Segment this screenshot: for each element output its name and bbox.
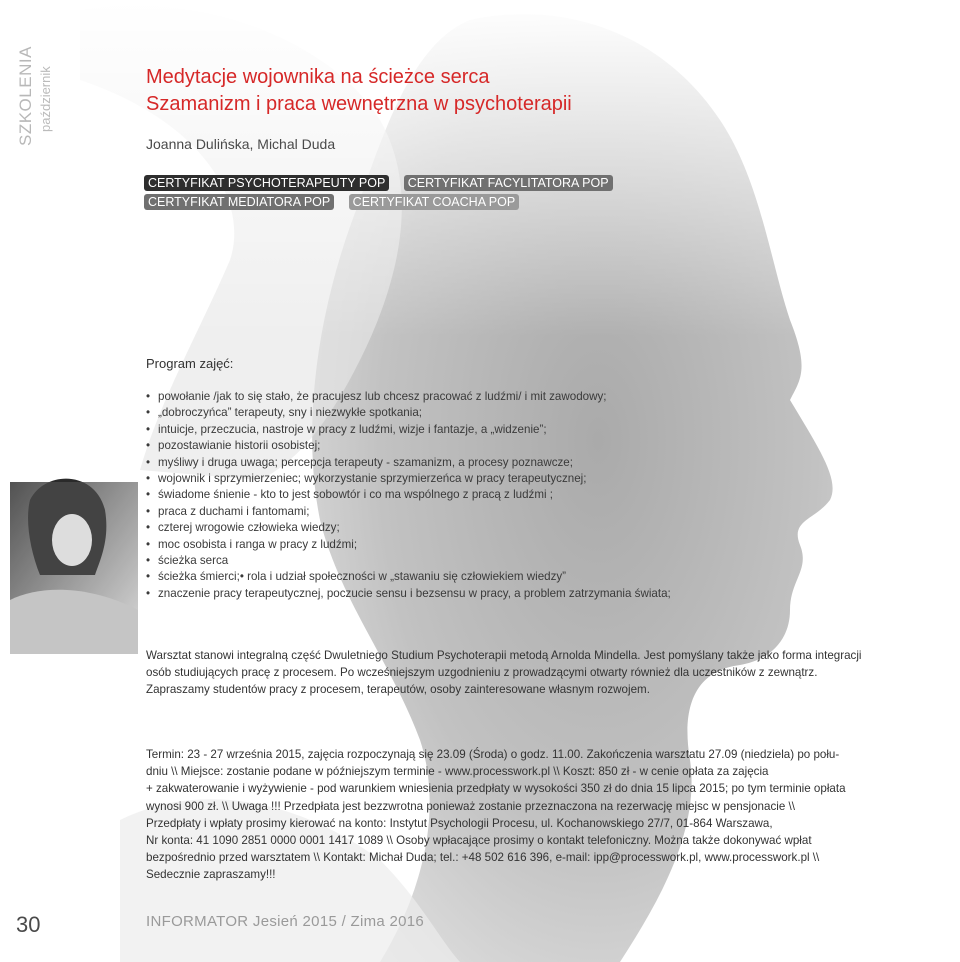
terms-line: Nr konta: 41 1090 2851 0000 0001 1417 1089 \\ Osoby wpłacające prosimy o kontakt telefoniczny. Można także dokonywać wpłat: [146, 834, 812, 848]
terms-line: bezpośrednio przed warsztatem \\ Kontakt: Michał Duda; tel.: +48 502 616 396, e-mail: ipp@processwork.pl, www.processwork.pl \\: [146, 851, 820, 865]
list-item: [146, 438, 766, 454]
list-item: [146, 455, 766, 471]
badge-coacha: CERTYFIKAT COACHA POP: [349, 194, 520, 210]
description-line: Warsztat stanowi integralną część Dwuletniego Studium Psychoterapii metodą Arnolda Mindella. Jest pomyślany także jako forma integracji: [146, 649, 862, 662]
program-heading: Program zajęć:: [146, 356, 234, 371]
list-item: [146, 471, 766, 487]
list-item-text: wojownik i sprzymierzeniec; wykorzystanie sprzymierzeńca w pracy terapeutycznej;: [158, 472, 587, 486]
bullet: •: [146, 570, 151, 584]
list-item-text: intuicje, przeczucia, nastroje w pracy z ludźmi, wizje i fantazje, a „widzenie”;: [158, 422, 547, 436]
terms-line: dniu \\ Miejsce: zostanie podane w późniejszym terminie - www.processwork.pl \\ Koszt: 850 zł - w cenie opłata za zajęcia: [146, 765, 769, 779]
list-item-text: pozostawianie historii osobistej;: [158, 439, 321, 453]
section-label: SZKOLENIA: [16, 46, 35, 146]
bullet: •: [146, 439, 151, 453]
description-line: osób studiujących pracę z procesem. Po wcześniejszym uzgodnieniu z prowadzącymi otwarty również dla uczestników z zewnątrz.: [146, 666, 818, 679]
badge-mediatora: CERTYFIKAT MEDIATORA POP: [144, 194, 334, 210]
terms-line: Przedpłaty i wpłaty prosimy kierować na konto: Instytut Psychologii Procesu, ul. Kochanowskiego 27/7, 01-864 Warszawa,: [146, 816, 773, 830]
side-section-tab: [14, 46, 54, 160]
certificate-badges: [144, 174, 644, 212]
bullet: •: [146, 504, 151, 518]
terms-details: [146, 746, 916, 884]
terms-line: Termin: 23 - 27 września 2015, zajęcia rozpoczynają się 23.09 (Środa) o godz. 11.00. Zakończenia warsztatu 27.09 (niedziela) po połu-: [146, 748, 840, 761]
workshop-description: [146, 647, 916, 698]
authors: Joanna Dulińska, Michal Duda: [146, 136, 336, 152]
bullet: •: [146, 521, 151, 535]
list-item: [146, 553, 766, 569]
portrait-photo: [10, 479, 138, 654]
program-list: [146, 389, 766, 602]
list-item-text: świadome śnienie - kto to jest sobowtór i co ma wspólnego z pracą z ludźmi ;: [158, 488, 554, 502]
bullet: •: [146, 422, 151, 436]
list-item-text: myśliwy i druga uwaga; percepcja terapeuty - szamanizm, a procesy poznawcze;: [158, 455, 573, 469]
terms-line: + zakwaterowanie i wyżywienie - pod warunkiem wniesienia przedpłaty w wysokości 350 zł do dnia 15 lipca 2015; po tym terminie opłata: [146, 782, 846, 796]
bullet: •: [146, 537, 151, 551]
list-item-text: „dobroczyńca” terapeuty, sny i niezwykłe spotkania;: [158, 406, 422, 420]
bullet: •: [146, 406, 151, 420]
list-item: [146, 537, 766, 553]
bullet: •: [146, 488, 151, 502]
list-item-text: czterej wrogowie człowieka wiedzy;: [158, 521, 340, 535]
list-item: [146, 422, 766, 438]
description-line: Zapraszamy studentów pracy z procesem, terapeutów, osoby zainteresowane własnym rozwojem.: [146, 683, 650, 696]
list-item: [146, 520, 766, 536]
bullet: •: [146, 554, 151, 568]
list-item-text: ścieżka serca: [158, 554, 229, 568]
badge-psychoterapeuty: CERTYFIKAT PSYCHOTERAPEUTY POP: [144, 175, 389, 191]
list-item-text: moc osobista i ranga w pracy z ludźmi;: [158, 537, 358, 551]
bullet: •: [146, 586, 151, 600]
list-item: [146, 586, 766, 602]
month-label: październik: [38, 66, 53, 132]
badge-row-1: [144, 174, 644, 192]
list-item-text: powołanie /jak to się stało, że pracujesz lub chcesz pracować z ludźmi/ i mit zawodowy;: [158, 390, 607, 403]
list-item: [146, 405, 766, 421]
list-item-text: znaczenie pracy terapeutycznej, poczucie sensu i bezsensu w pracy, a problem zatrzymania świata;: [158, 586, 671, 600]
list-item: [146, 504, 766, 520]
terms-line: wynosi 900 zł. \\ Uwaga !!! Przedpłata jest bezzwrotna ponieważ zostanie przeznaczona na rezerwację miejsc w pensjonacie \\: [146, 799, 795, 813]
page-title: [146, 64, 572, 118]
badge-facylitatora: CERTYFIKAT FACYLITATORA POP: [404, 175, 613, 191]
bullet: •: [146, 472, 151, 486]
bullet: •: [146, 455, 151, 469]
badge-row-2: [144, 193, 644, 211]
publication-footer: INFORMATOR Jesień 2015 / Zima 2016: [146, 913, 425, 930]
page-number: 30: [16, 912, 41, 937]
list-item: [146, 389, 766, 405]
title-line-2: Szamanizm i praca wewnętrzna w psychoterapii: [146, 93, 572, 115]
title-line-1: Medytacje wojownika na ścieżce serca: [146, 66, 490, 88]
list-item-text: praca z duchami i fantomami;: [158, 504, 310, 518]
list-item-text: ścieżka śmierci;• rola i udział społeczności w „stawaniu się człowiekiem wiedzy”: [158, 570, 567, 584]
list-item: [146, 487, 766, 503]
bullet: •: [146, 390, 151, 403]
list-item: [146, 569, 766, 585]
terms-line: Sedecznie zapraszamy!!!: [146, 868, 276, 882]
